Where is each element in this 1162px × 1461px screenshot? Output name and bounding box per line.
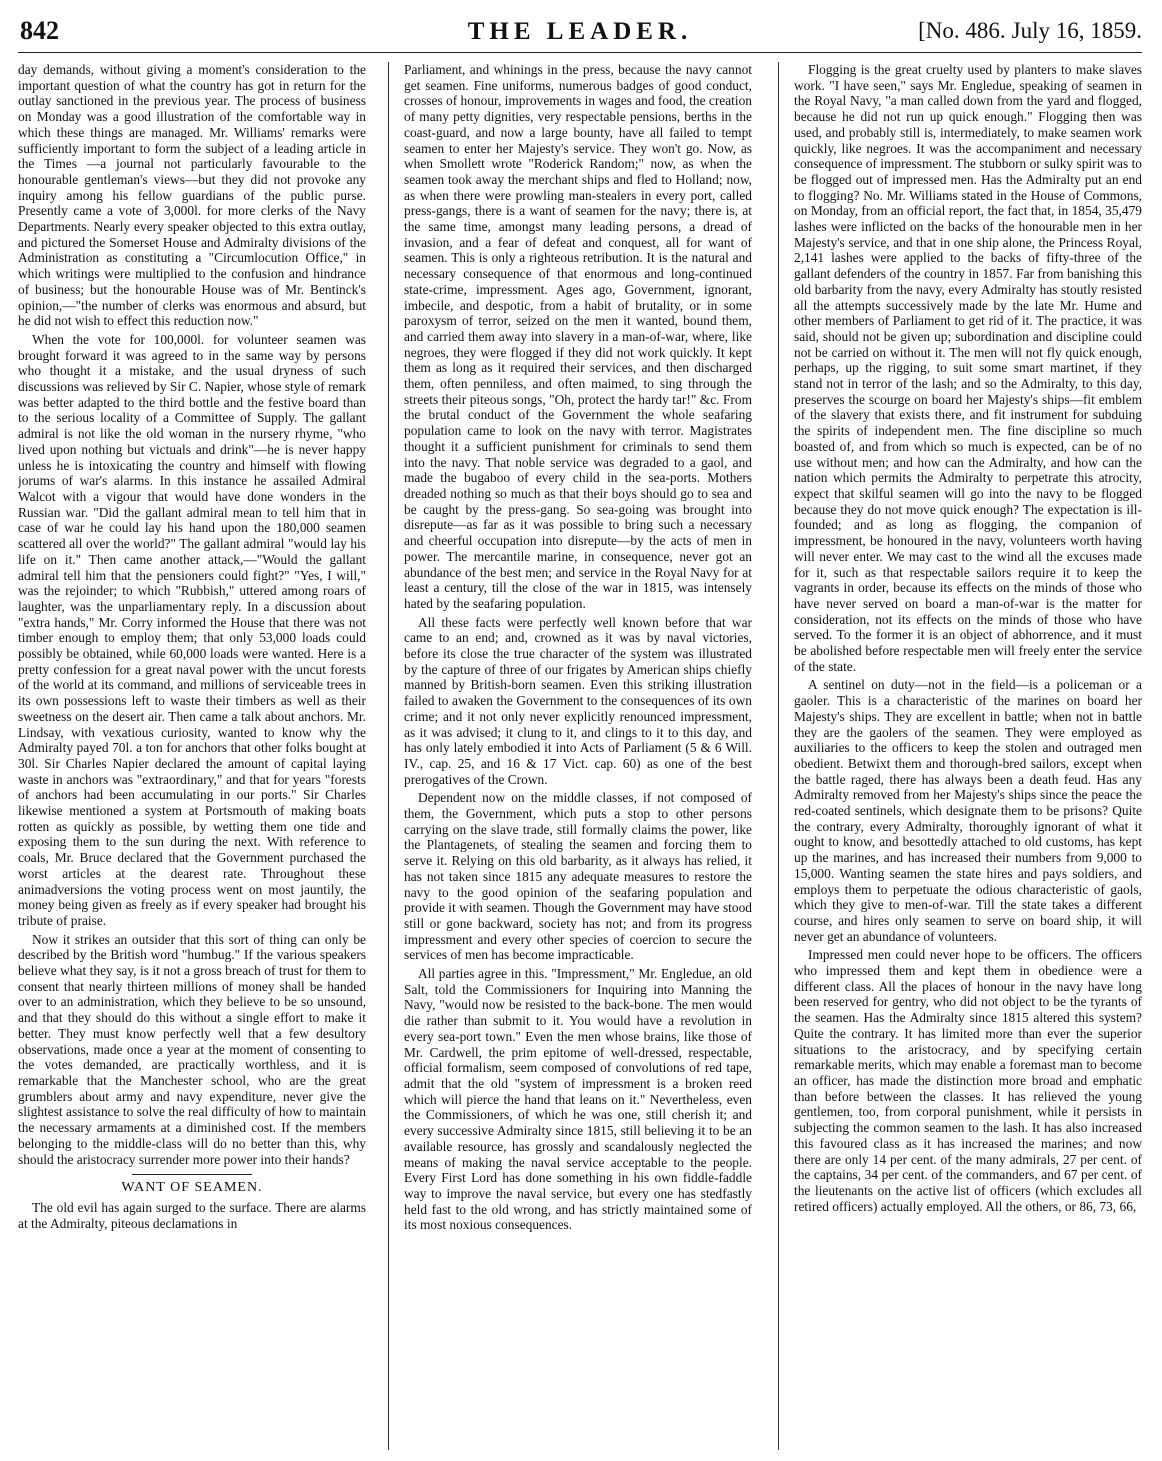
section-divider	[132, 1174, 252, 1175]
column-1	[18, 62, 366, 1450]
paragraph: When the vote for 100,000l. for volunteer seamen was brought forward it was agreed to in the same way by persons who thought it a mistake, and the usual dryness of such discussions was relieved by Sir C. Napier, whose style of remark was better adapted to the third bottle and the festive board than to the serious locality of a Committee of Supply. The gallant admiral is not like the old woman in the nursery rhyme, "who lived upon nothing but victuals and drink"—he is never happy unless he is intoxicating the country and himself with flowing jorums of war's alarms. In this instance he assailed Admiral Walcot with a vigour that would have done wonders in the Russian war. "Did the gallant admiral mean to tell him that in case of war he could lay his hand upon the 180,000 seamen scattered all over the world?" The gallant admiral "would lay his life on it." Then came another attack,—"Would the gallant admiral tell him that the pensioners could fight?" "Yes, I will," was the rejoinder; to which "Rubbish," uttered among roars of laughter, was the unparliamentary reply. In a discussion about "extra hands," Mr. Corry informed the House that there was not timber enough to employ them; that only 53,000 loads could possibly be obtained, while 60,000 loads were wanted. Here is a pretty confession for a great naval power with the uncut forests of the world at its command, and millions of serviceable trees in its own possessions left to waste their timbers as well as their sweetness on the desert air. Then came a talk about anchors. Mr. Lindsay, with vexatious curiosity, wanted to know why the Admiralty payed 70l. a ton for anchors that other folks bought at 30l. Sir Charles Napier declared the amount of capital laying waste in anchors was "extraordinary," and that for years "forests of anchors had been accumulating in our ports." Sir Charles likewise mentioned a system at Portsmouth of making boats rotten as quickly as possible, by wetting them one tide and exposing them to the sun during the next. With reference to coals, Mr. Bruce declared that the Government purchased the worst articles at the dearest rate. Throughout these animadversions the voting process went on most jauntily, the money being given as freely as if every speaker had brought his tribute of praise.	[18, 331, 366, 928]
column-3	[794, 62, 1142, 1450]
section-opening-paragraph: The old evil has again surged to the surface. There are alarms at the Admiralty, piteous declamations in	[18, 1200, 366, 1231]
paragraph: Dependent now on the middle classes, if not composed of them, the Government, which puts a stop to other persons carrying on the slave trade, still formally claims the power, like the Plantagenets, of stealing the seamen and forcing them to serve it. Relying on this old barbarity, as it always has relied, it has not taken since 1815 any adequate measures to restore the navy to the good opinion of the seafaring population and provide it with seamen. Though the Government may have stood still or gone backward, society has not; and from its progress impressment and every other species of coercion to secure the services of men has become impracticable.	[404, 790, 752, 963]
page-number: 842	[20, 16, 59, 45]
paragraph: Now it strikes an outsider that this sort of thing can only be described by the British word "humbug." If the various speakers believe what they say, is it not a gross breach of trust for them to consent that nearly thirteen millions of money shall be handed over to an administration, which they believe to be so unsound, and that they should do this without a single effort to make it better. They must know perfectly well that a few desultory observations, made once a year at the moment of consenting to the votes demanded, are practically worthless, and it is remarkable that the Manchester school, who are the great grumblers about army and navy expenditure, never give the slightest assistance to solve the real difficulty of how to maintain the necessary armaments at a diminished cost. If the members belonging to the middle-class will do no better than this, why should the aristocracy surrender more power into their hands?	[18, 931, 366, 1167]
column-rule	[388, 62, 389, 1450]
section-heading: WANT OF SEAMEN.	[121, 1180, 263, 1196]
paragraph: All these facts were perfectly well known before that war came to an end; and, crowned as it was by naval victories, before its close the true character of the system was illustrated by the capture of three of our frigates by American ships chiefly manned by British-born seamen. Even this striking illustration failed to awaken the Government to the consequences of its own crime; and it not only never explicitly renounced impressment, as it was advised; it clung to it, and clings to it to this day, and has only lately embodied it into Acts of Parliament (5 & 6 Will. IV., cap. 25, and 16 & 17 Vict. cap. 60) as one of the best prerogatives of the Crown.	[404, 614, 752, 787]
paragraph: All parties agree in this. "Impressment," Mr. Engledue, an old Salt, told the Commissioners for Inquiring into Manning the Navy, "would now be resisted to the back-bone. The men would die rather than submit to it. You would have a revolution in every sea-port town." Even the men whose brains, like those of Mr. Cardwell, the prim epitome of well-dressed, respectable, official formalism, seem composed of convolutions of red tape, admit that the old "system of impressment is a broken reed which will pierce the hand that leans on it." Nevertheless, even the Commissioners, of which he was one, still cherish it; and every successive Admiralty since 1815, still believing it to be an available resource, has grossly and scandalously neglected the means of making the naval service acceptable to the people. Every First Lord has done something in his own fiddle-faddle way to improve the naval service, but every one has stedfastly held fast to the old wrong, and has strictly maintained some of its most noxious consequences.	[404, 966, 752, 1233]
newspaper-page	[18, 14, 1142, 1450]
paragraph: Parliament, and whinings in the press, because the navy cannot get seamen. Fine uniforms, numerous badges of good conduct, crosses of honour, improvements in wages and food, the creation of many petty dignities, very respectable pensions, berths in the coast-guard, and now a large bounty, have all failed to tempt seamen to enter her Majesty's service. They won't go. Now, as when Smollett wrote "Roderick Random;" now, as when the seamen took away the merchant ships and fled to Holland; now, as when there were prowling man-stealers in every port, called press-gangs, there is a want of seamen for the navy; there is, at the same time, amongst many leading persons, a dread of invasion, and a fear of defeat and conquest, all for want of seamen. This is only a righteous retribution. It is the natural and necessary consequence of that enormous and long-continued state-crime, impressment. Ages ago, Government, ignorant, imbecile, and despotic, from a habit of brutality, or in some paroxysm of terror, seized on the men it wanted, bound them, and carried them away into slavery in a man-of-war, where, like negroes, they were flogged if they did not work quickly. It kept them as long as it required their services, and then discharged them, often penniless, and often maimed, to sing through the streets their piteous songs, "Oh, protect the hardy tar!" &c. From the brutal conduct of the Government the whole seafaring population came to look on the navy with terror. Magistrates thought it a sufficient punishment for criminals to send them into the navy. That noble service was degraded to a gaol, and made the bugaboo of every child in the sea-ports. Mothers dreaded nothing so much as that their boys should go to sea and be caught by the press-gang. So sea-going was brought into disrepute—as far as it was possible to bring such a necessary and cheerful occupation into disrepute—by the acts of men in power. The mercantile marine, in consequence, never got an abundance of the best men; and service in the Royal Navy for at least a century, till the close of the war in 1815, was intensely hated by the seafaring population.	[404, 62, 752, 611]
issue-date: July 16, 1859.	[1011, 18, 1142, 43]
column-rule	[778, 62, 779, 1450]
masthead	[18, 14, 1142, 53]
newspaper-title: THE LEADER.	[467, 18, 693, 45]
paragraph: Flogging is the great cruelty used by planters to make slaves work. "I have seen," says Mr. Engledue, speaking of seamen in the Royal Navy, "a man called down from the yard and flogged, because he did not run up quick enough." Flogging then was used, and probably still is, intermediately, to make seamen work quickly, like negroes. It was the accompaniment and necessary consequence of impressment. The stubborn or sulky spirit was to be flogged out of impressed men. Has the Admiralty put an end to flogging? No. Mr. Williams stated in the House of Commons, on Monday, from an official report, the fact that, in 1854, 35,479 lashes were inflicted on the backs of the honourable men in her Majesty's service, and that in one ship alone, the Princess Royal, 2,141 lashes were applied to the backs of fifty-three of the gallant defenders of the country in 1857. Far from banishing this old barbarity from the navy, every Admiralty has stoutly resisted all the attempts successively made by the late Mr. Hume and other members of Parliament to get rid of it. The practice, it was said, should not be given up; subordination and discipline could not be carried on without it. The men will not fly quick enough, perhaps, up the rigging, to suit some smart martinet, if they stand not in terror of the lash; and so the Admiralty, to this day, preserves the scourge on board her Majesty's ships—fit emblem of the slavery that exists there, and fit instrument for subduing the spirits of independent men. The fine discipline so much boasted of, and from which so much is expected, can be of no use without men; and how can the Admiralty, and how can the nation which permits the Admiralty to perpetrate this atrocity, expect that skilful seamen will go into the navy to be flogged because they do not move quick enough? The expectation is ill-founded; and as long as flogging, the companion of impressment, be honoured in the navy, volunteers worth having will never enter. We may cast to the wind all the excuses made for it, such as that respectable sailors require it to keep the vagrants in order, because its effects on the minds of those who have never served on board a man-of-war is the matter for consideration, not its effects on the minds of those who have served. To the former it is an object of abhorrence, and it must be abolished before respectable men will freely enter the service of the state.	[794, 62, 1142, 674]
column-2	[404, 62, 752, 1450]
paragraph: Impressed men could never hope to be officers. The officers who impressed them and kept them in obedience were a different class. All the places of honour in the navy have long been reserved for gentry, who did not object to be the tyrants of the seamen. Has the Admiralty since 1815 altered this system? Quite the contrary. It has limited more than ever the superior situations to the aristocracy, and by specifying certain remarkable merits, which may enable a foremast man to become an officer, has made the distinction more broad and emphatic than before between the classes. It has relieved the young gentlemen, too, from corporal punishment, while it persists in subjecting the common seamen to the lash. It has also increased this favoured class as it has increased the marines; and now there are only 14 per cent. of the many admirals, 27 per cent. of the captains, 34 per cent. of the commanders, and 67 per cent. of the lieutenants on the active list of officers (which excludes all retired officers) actually employed. All the others, or 86, 73, 66,	[794, 947, 1142, 1214]
paragraph: A sentinel on duty—not in the field—is a policeman or a gaoler. This is a characteristic of the marines on board her Majesty's ships. They are excellent in battle; when not in battle they are the gaolers of the seamen. They were employed as auxiliaries to the officers to keep the stolen and outraged men obedient. Betwixt them and thorough-bred sailors, except when the battle raged, there has always been a death feud. Has any Admiralty removed from her Majesty's ships since the peace the red-coated sentinels, which designate them to be prisons? Quite the contrary, every Admiralty, thoroughly ignorant of what it ought to know, and besottedly attached to old customs, has kept up the marines, and has increased their numbers from 9,000 to 15,000. Wanting seamen the state hires and pays soldiers, and employs them to perpetuate the odious characteristic of gaols, which they give to men-of-war. Till the state takes a different course, and hires only seamen to serve on board ship, it will never get an abundance of volunteers.	[794, 677, 1142, 944]
issue-number: [No. 486.	[918, 18, 1006, 43]
issue-line	[912, 18, 1142, 44]
paragraph: day demands, without giving a moment's consideration to the important question of what the country has got in return for the outlay sanctioned in the previous year. The process of business on Monday was a good illustration of the comfortable way in which these things are managed. Mr. Williams' remarks were sufficiently important to form the subject of a leading article in the Times —a journal not particularly favourable to the honourable gentleman's views—but they did not provoke any inquiry among his fellow guardians of the public purse. Presently came a vote of 3,000l. for more clerks of the Navy Departments. Nearly every speaker objected to this extra outlay, and pictured the Somerset House and Admiralty divisions of the Administration as constituting a "Circumlocution Office," in which writings were multiplied to the confusion and hindrance of business; but the honourable House was of Mr. Bentinck's opinion,—"the number of clerks was enormous and absurd, but he did not wish to effect this reduction now."	[18, 62, 366, 329]
article-columns	[18, 62, 1142, 1450]
